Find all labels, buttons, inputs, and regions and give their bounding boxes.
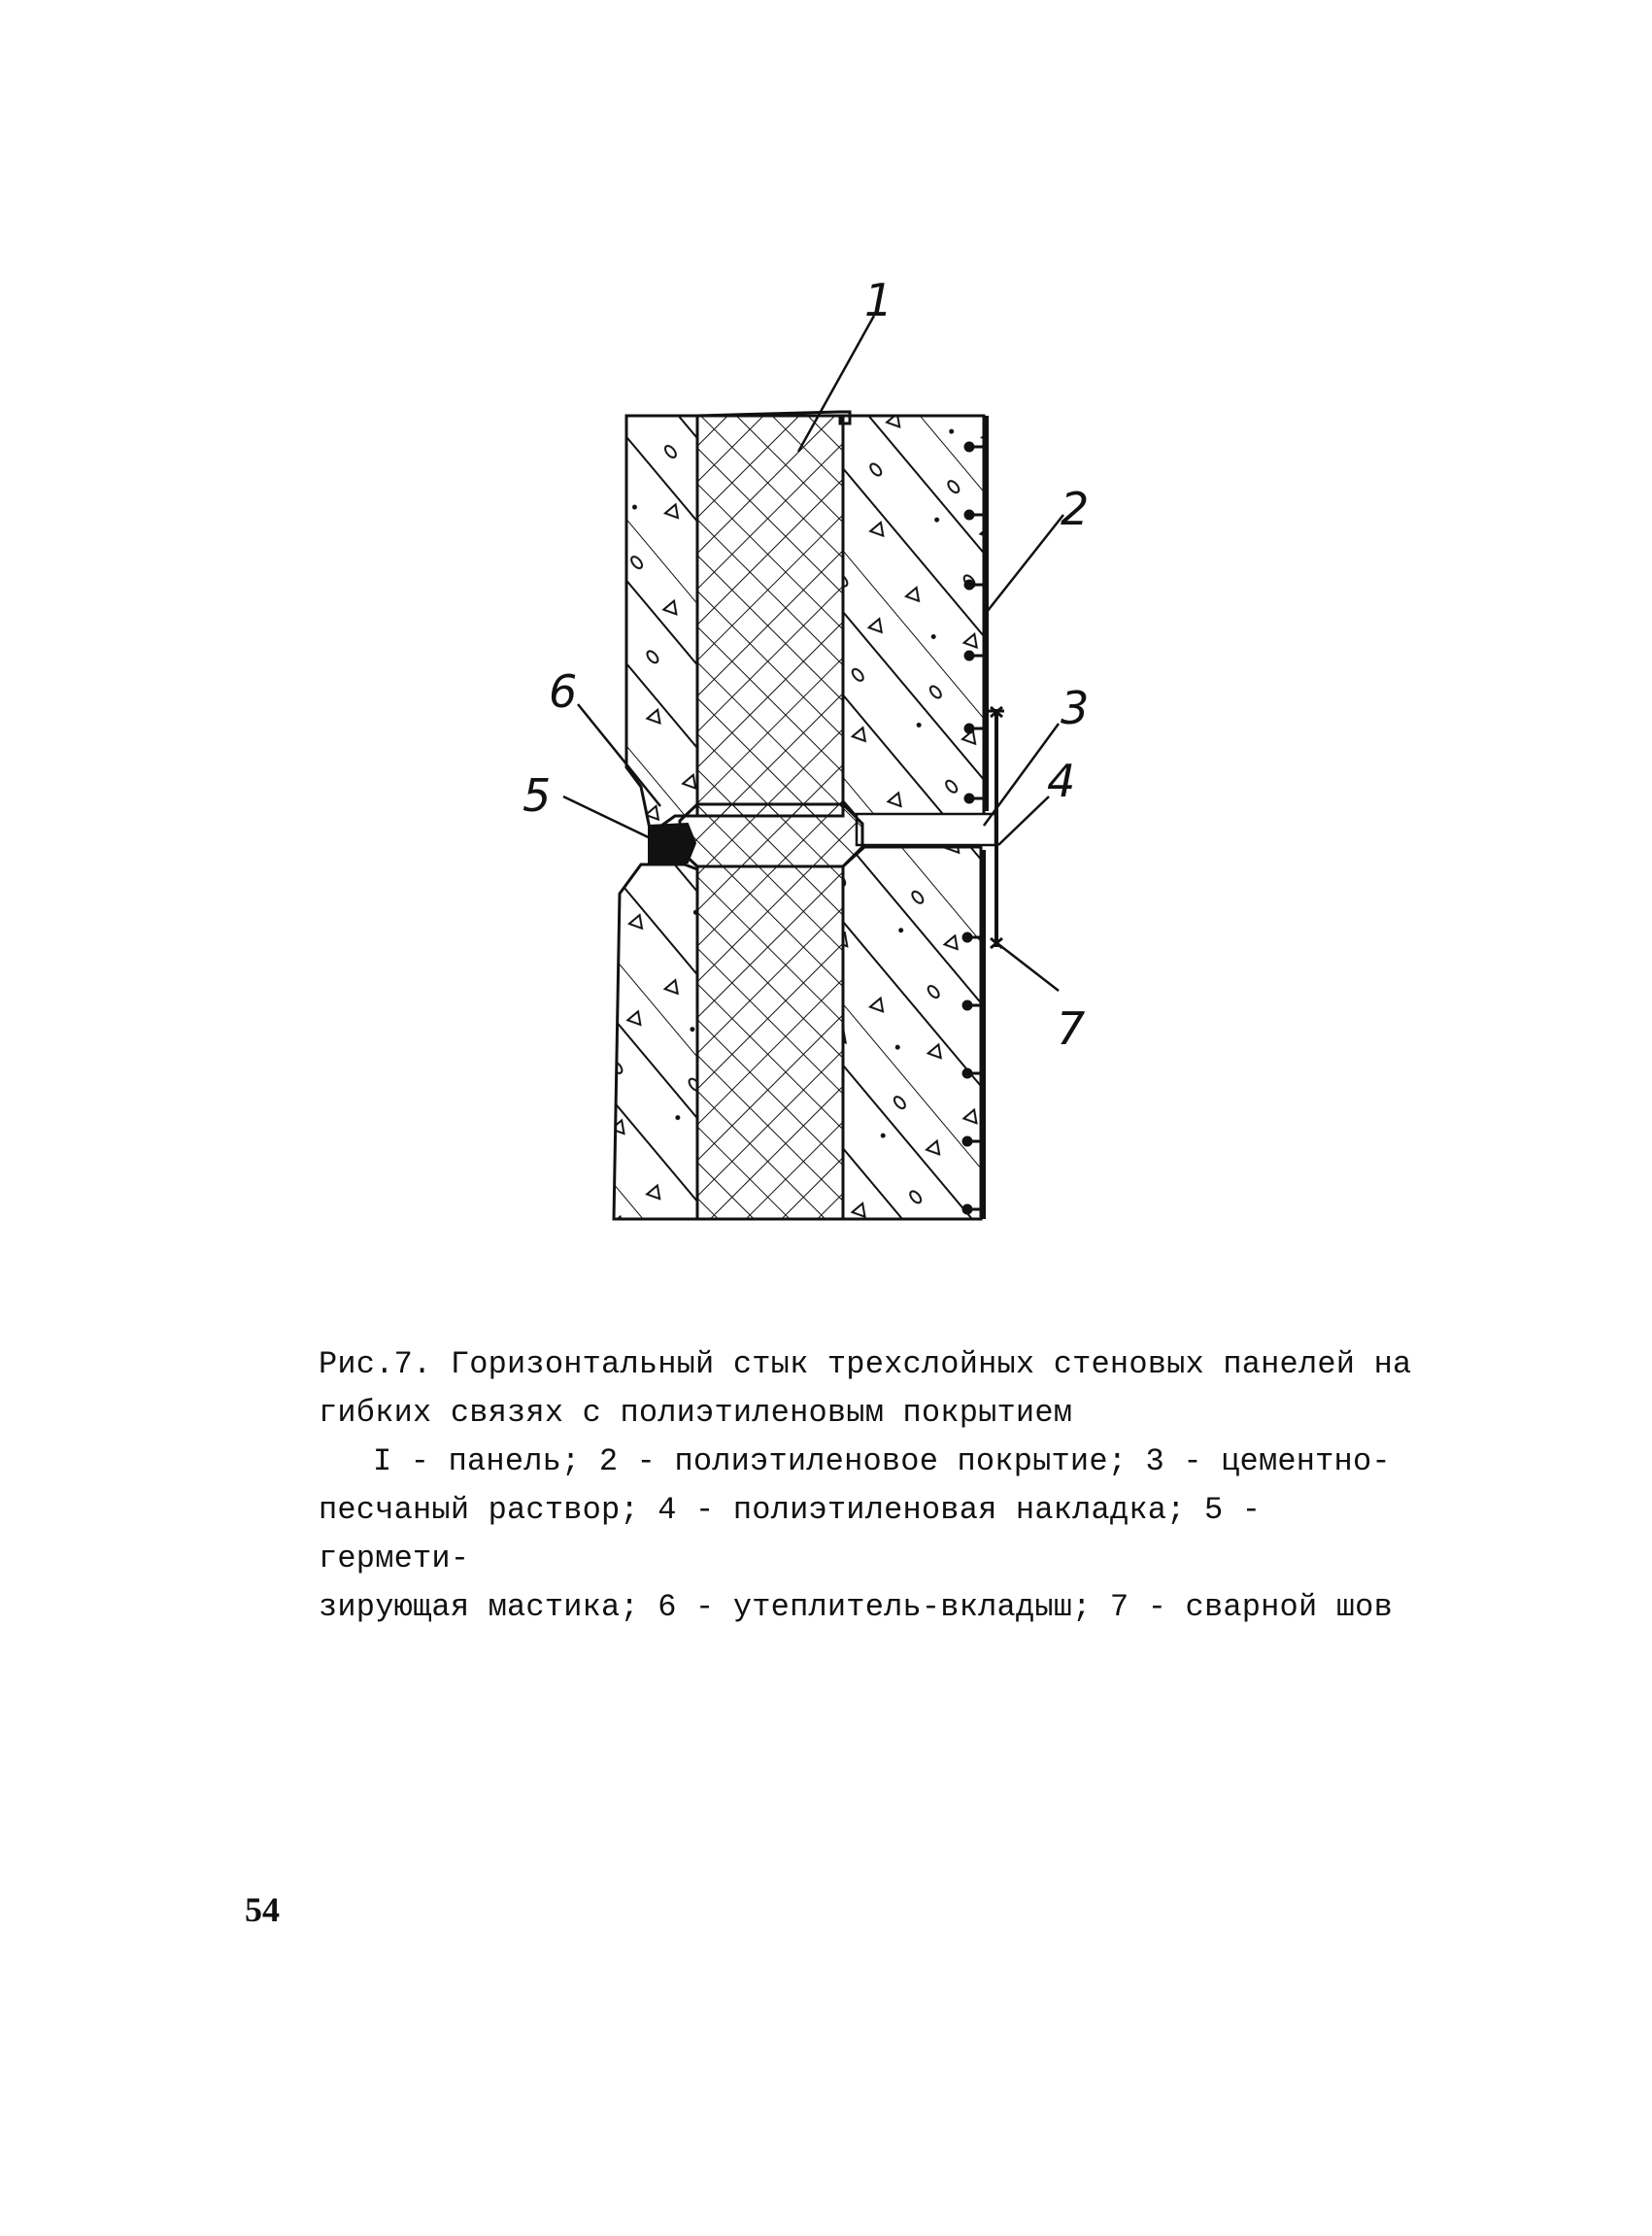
callout-5: 5 (523, 769, 552, 822)
lower-outer-concrete (843, 847, 981, 1219)
caption-legend-line-2: песчаный раствор; 4 - полиэтиленовая накладка; 5 - гермети- (319, 1492, 1262, 1576)
caption-title-line-2: гибких связях с полиэтиленовым покрытием (319, 1395, 1073, 1431)
page-number: 54 (245, 1890, 280, 1929)
callout-4: 4 (1047, 755, 1076, 807)
caption-legend-line-1: I - панель; 2 - полиэтиленовое покрытие; 3 - цементно- (373, 1443, 1391, 1479)
caption-title-line-1: Рис.7. Горизонтальный стык трехслойных стеновых панелей на (319, 1346, 1412, 1382)
upper-insulation-block (697, 416, 843, 816)
upper-outer-concrete (843, 416, 984, 826)
callout-6: 6 (549, 665, 578, 718)
caption-legend-line-3: зирующая мастика; 6 - утеплитель-вкладыш; 7 - сварной шов (319, 1589, 1393, 1625)
callout-1: 1 (864, 274, 893, 326)
callout-7: 7 (1057, 1002, 1086, 1055)
figure-caption (319, 1340, 1416, 1632)
callout-2: 2 (1061, 483, 1090, 535)
lower-inner-concrete (614, 864, 697, 1219)
sealing-mastic (649, 824, 695, 863)
insulation-liner (680, 804, 862, 866)
callout-3: 3 (1061, 682, 1090, 734)
mortar-seam (857, 814, 995, 845)
upper-inner-concrete (626, 416, 697, 833)
lower-insulation-block (697, 866, 843, 1219)
